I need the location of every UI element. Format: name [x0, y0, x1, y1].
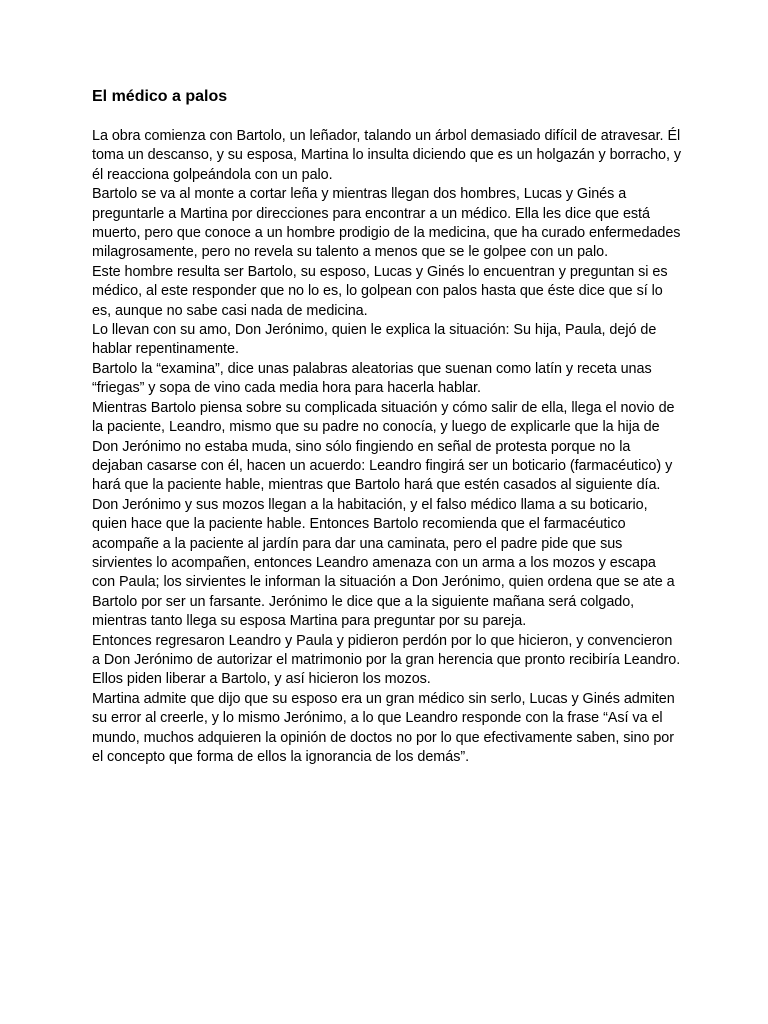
paragraph: La obra comienza con Bartolo, un leñador, talando un árbol demasiado difícil de atravesar. Él toma un descanso, y su esposa, Martina lo insulta diciendo que es un holgazán y borracho, y él reacciona golpeándola con un palo.	[92, 128, 682, 183]
paragraph: Bartolo se va al monte a cortar leña y mientras llegan dos hombres, Lucas y Ginés a preguntarle a Martina por direcciones para encontrar a un médico. Ella les dice que está muerto, pero que conoce a un hombre prodigio de la medicina, que ha curado enfermedades milagrosamente, pero no revela su talento a menos que se le golpee con un palo.	[92, 186, 681, 261]
paragraph: Bartolo la “examina”, dice unas palabras aleatorias que suenan como latín y receta unas “friegas” y sopa de vino cada media hora para hacerla hablar.	[92, 360, 652, 397]
paragraph: Don Jerónimo y sus mozos llegan a la habitación, y el falso médico llama a su boticario, quien hace que la paciente hable. Entonces Bartolo recomienda que el farmacéutico acompañe a la paciente al jardín para dar una caminata, pero el padre pide que sus sirvientes lo acompañen, entonces Leandro amenaza con un arma a los mozos y escapa con Paula; los sirvientes le informan la situación a Don Jerónimo, quien ordena que se ate a Bartolo por ser un farsante. Jerónimo le dice que a la siguiente mañana será colgado, mientras tanto llega su esposa Martina para preguntar por su pareja.	[92, 496, 675, 630]
document-page	[92, 87, 682, 767]
paragraph: Mientras Bartolo piensa sobre su complicada situación y cómo salir de ella, llega el novio de la paciente, Leandro, mismo que su padre no conocía, y luego de explicarle que la hija de Don Jerónimo no estaba muda, sino sólo fingiendo en señal de protesta porque no la dejaban casarse con él, hacen un acuerdo: Leandro fingirá ser un boticario (farmacéutico) y hará que la paciente hable, mientras que Bartolo hará que estén casados al siguiente día.	[92, 399, 675, 494]
paragraph: Entonces regresaron Leandro y Paula y pidieron perdón por lo que hicieron, y convencieron a Don Jerónimo de autorizar el matrimonio por la gran herencia que pronto recibiría Leandro. Ellos piden liberar a Bartolo, y así hicieron los mozos.	[92, 632, 681, 688]
document-title: El médico a palos	[92, 88, 228, 105]
paragraph: Este hombre resulta ser Bartolo, su esposo, Lucas y Ginés lo encuentran y preguntan si es médico, al este responder que no lo es, lo golpean con palos hasta que éste dice que sí lo es, aunque no sabe casi nada de medicina.	[92, 263, 668, 319]
paragraph: Lo llevan con su amo, Don Jerónimo, quien le explica la situación: Su hija, Paula, dejó de hablar repentinamente.	[92, 322, 657, 358]
paragraph: Martina admite que dijo que su esposo era un gran médico sin serlo, Lucas y Ginés admiten su error al creerle, y lo mismo Jerónimo, a lo que Leandro responde con la frase “Así va el mundo, muchos adquieren la opinión de doctos no por lo que efectivamente saben, sino por el concepto que forma de ellos la ignorancia de los demás”.	[92, 690, 675, 765]
